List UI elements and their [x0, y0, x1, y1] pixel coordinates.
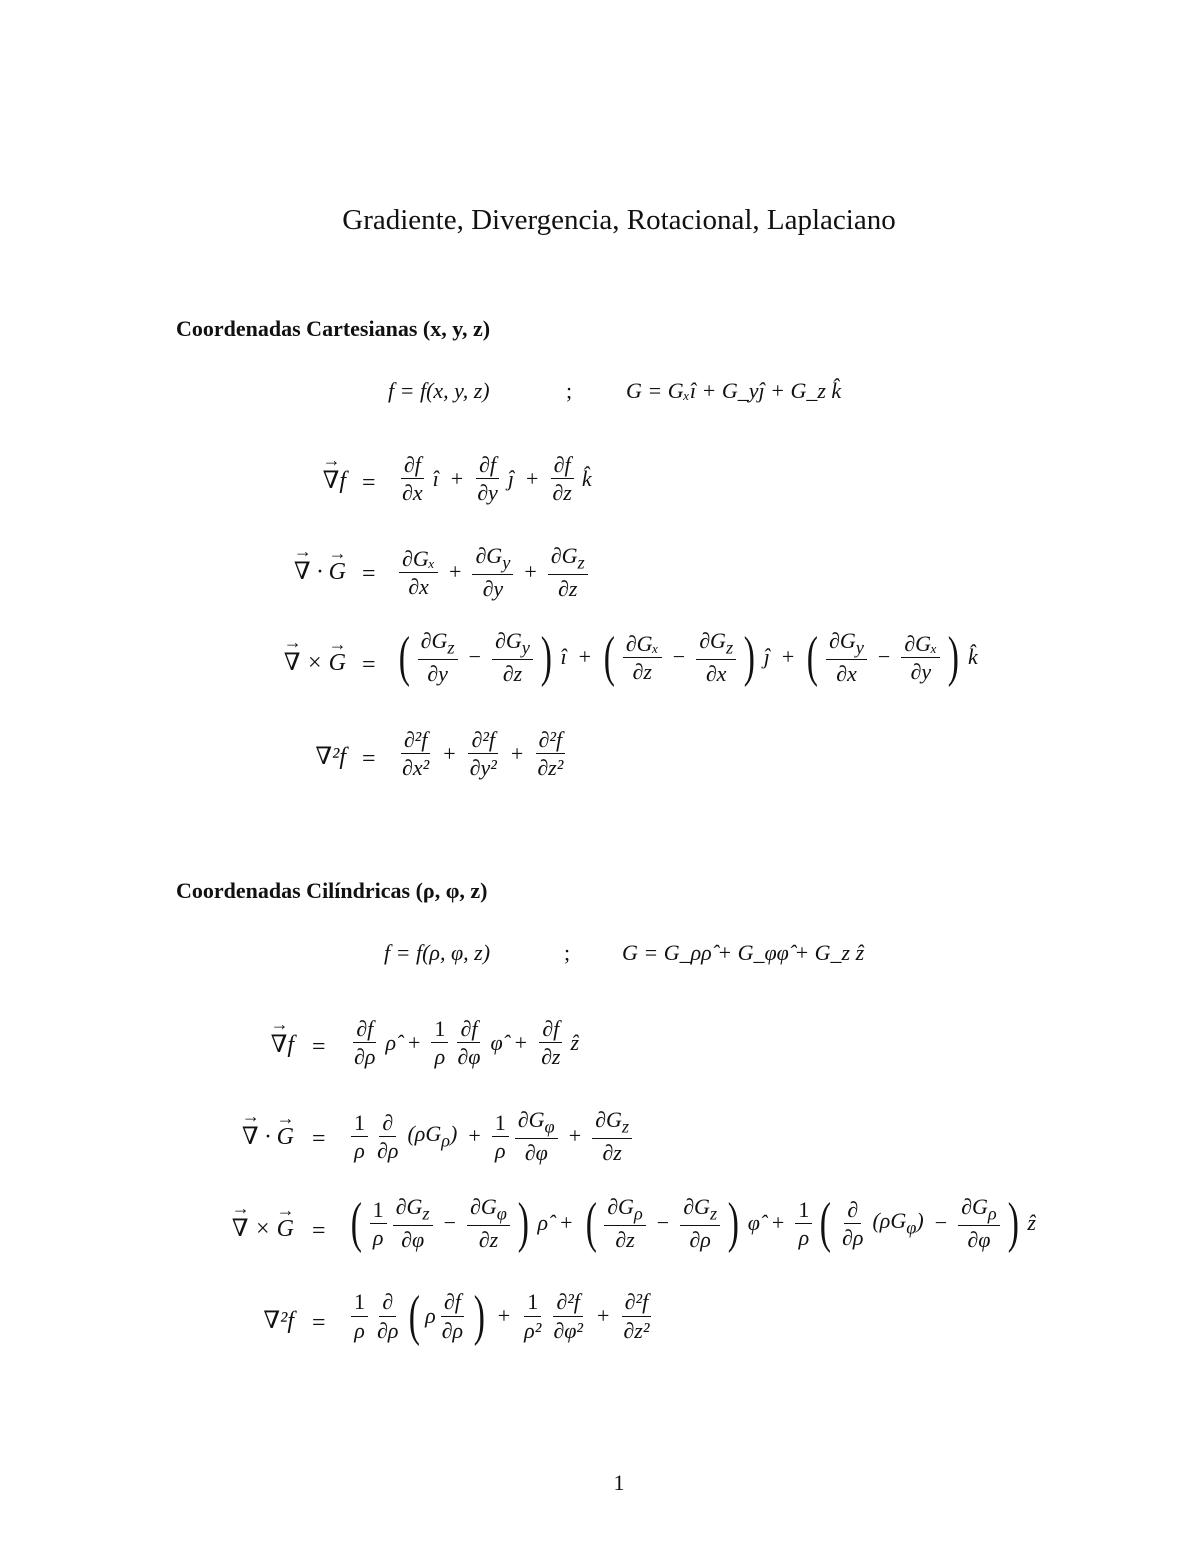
divergence-rhs-cartesian: $\frac{\text{∂Gₓ}}{\partial x}$ + $\frac{\partial G_y}{\partial y}$ + $\frac{\partial G_z}{\partial z}$	[396, 543, 591, 602]
divergence-rhs-cylindrical: $\frac{1}{\rho}$ $\frac{\partial}{\partial\rho}$ $(\rho G_\rho)$ + $\frac{1}{\rho}$ $\frac{\partial G_\varphi}{\partial\varphi}$ + $\frac{\partial G_z}{\partial z}$	[348, 1107, 635, 1166]
section-coords-cartesian: (x, y, z)	[422, 316, 491, 341]
equals-sign: =	[312, 1310, 326, 1336]
definition-separator-cylindrical: ;	[564, 940, 571, 965]
page-title: Gradiente, Divergencia, Rotacional, Laplaciano	[342, 204, 896, 236]
equals-sign: =	[362, 470, 376, 496]
equals-sign: =	[312, 1034, 326, 1060]
laplacian-lhs-cylindrical: ∇²f	[263, 1308, 294, 1334]
section-coords-cylindrical: (ρ, φ, z)	[415, 878, 488, 903]
section-heading-cartesian	[176, 316, 490, 342]
section-heading-cylindrical-text: Coordenadas Cilíndricas	[176, 878, 411, 903]
definition-separator-cartesian: ;	[566, 378, 573, 403]
gradient-lhs-cylindrical: → ∇f	[248, 1030, 294, 1059]
equals-sign: =	[362, 746, 376, 772]
page-number: 1	[613, 1470, 625, 1495]
divergence-lhs-cartesian: → ∇ · → G	[276, 557, 346, 586]
vector-definition-cartesian: G = Gₓî + G_yĵ + G_z k̂	[626, 378, 842, 403]
equals-sign: =	[312, 1218, 326, 1244]
vector-definition-cylindrical: G = G_ρρ̂ + G_φφ̂ + G_z ẑ	[622, 940, 865, 965]
equals-sign: =	[312, 1126, 326, 1152]
gradient-lhs-cartesian: → ∇f	[300, 466, 346, 495]
laplacian-rhs-cartesian: $\frac{\text{∂²f}}{\text{∂x²}}$ + $\frac{\text{∂²f}}{\text{∂y²}}$ + $\frac{\text{∂²f}}{\text{∂z²}}$	[402, 727, 564, 781]
equals-sign: =	[362, 561, 376, 587]
curl-rhs-cartesian: ( $\frac{\partial G_z}{\partial y}$ − $\frac{\partial G_y}{\partial z}$ ) î + ( $\frac{\text{∂Gₓ}}{\partial z}$ − $\frac{\partial G_z}{\partial x}$ ) ĵ + ( $\frac{\partial G_y}{\partial x}$ − $\frac{\text{∂Gₓ}}{\partial y}$ ) k̂	[398, 626, 978, 689]
curl-lhs-cartesian: → ∇ × → G	[262, 648, 346, 677]
laplacian-rhs-cylindrical: $\frac{1}{\rho}$ $\frac{\partial}{\partial\rho}$ ( ρ $\frac{\partial f}{\partial\rho}$ ) + $\frac{1}{\text{ρ²}}$ $\frac{\text{∂²f}}{\text{∂φ²}}$ + $\frac{\text{∂²f}}{\text{∂z²}}$	[348, 1288, 655, 1344]
equals-sign: =	[362, 652, 376, 678]
divergence-lhs-cylindrical: → ∇ · → G	[224, 1122, 294, 1151]
scalar-definition-cylindrical: f = f(ρ, φ, z)	[384, 940, 491, 965]
section-heading-cylindrical	[176, 878, 488, 904]
gradient-rhs-cartesian: $\frac{\partial f}{\partial x}$ î + $\frac{\partial f}{\partial y}$ ĵ + $\frac{\partial f}{\partial z}$ k̂	[402, 452, 592, 506]
curl-lhs-cylindrical: → ∇ × → G	[210, 1214, 294, 1243]
section-heading-cartesian-text: Coordenadas Cartesianas	[176, 316, 418, 341]
laplacian-lhs-cartesian: ∇²f	[315, 744, 346, 770]
scalar-definition-cartesian: f = f(x, y, z)	[388, 378, 490, 403]
gradient-rhs-cylindrical: $\frac{\partial f}{\partial\rho}$ ρ̂ + $\frac{1}{\rho}$ $\frac{\partial f}{\partial\varphi}$ φ̂ + $\frac{\partial f}{\partial z}$ ẑ	[354, 1016, 580, 1070]
curl-rhs-cylindrical: ( $\frac{1}{\rho}$ $\frac{\partial G_z}{\partial\varphi}$ − $\frac{\partial G_\varphi}{\partial z}$ ) ρ̂ + ( $\frac{\partial G_\rho}{\partial z}$ − $\frac{\partial G_z}{\partial\rho}$ ) φ̂ + $\frac{1}{\rho}$ ( $\frac{\partial}{\partial\rho}$ $(\rho G_\varphi)$ − $\frac{\partial G_\rho}{\partial\varphi}$ ) ẑ	[350, 1192, 1036, 1255]
